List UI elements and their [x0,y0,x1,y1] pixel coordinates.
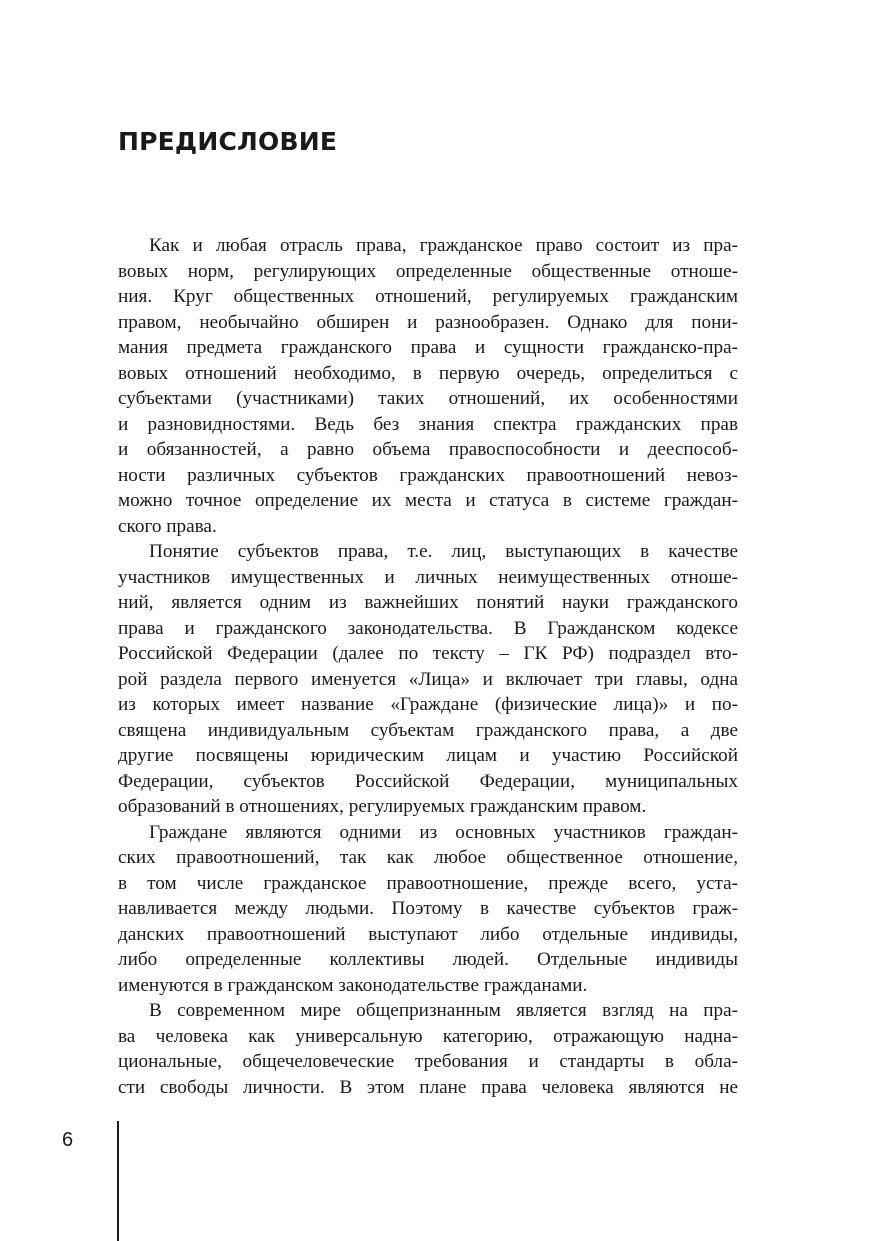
text-line: Федерации, субъектов Российской Федерации, муниципальных [118,770,738,792]
text-line: именуются в гражданском законодательстве гражданами. [118,974,588,996]
text-line: данских правоотношений выступают либо отдельные индивиды, [118,923,738,945]
text-line: другие посвящены юридическим лицам и участию Российской [118,745,738,766]
text-line: субъектами (участниками) таких отношений, их особенностями [118,388,738,409]
text-line: Граждане являются одними из основных участников граждан- [149,821,738,843]
text-line: участников имущественных и личных неимущественных отноше- [118,566,738,588]
text-line: либо определенные коллективы людей. Отдельные индивиды [118,949,738,970]
page-number: 6 [62,1129,74,1151]
text-line: правом, необычайно обширен и разнообразен. Однако для пони- [118,311,738,333]
text-line: ности различных субъектов гражданских правоотношений невоз- [118,464,738,486]
text-line: вовых отношений необходимо, в первую очередь, определиться с [118,362,738,384]
text-line: Понятие субъектов права, т.е. лиц, выступающих в качестве [149,541,738,562]
text-line: рой раздела первого именуется «Лица» и включает три главы, одна [118,668,738,690]
text-line: ва человека как универсальную категорию, отражающую надна- [118,1025,738,1047]
text-line: мания предмета гражданского права и сущности гражданско-пра- [118,337,738,358]
text-line: и обязанностей, а равно объема правоспособности и дееспособ- [118,439,738,460]
text-line: навливается между людьми. Поэтому в качестве субъектов граж- [118,898,738,919]
text-line: ний, является одним из важнейших понятий науки гражданского [118,592,738,613]
text-line: ского права. [118,515,217,537]
text-line: права и гражданского законодательства. В Гражданском кодексе [118,617,738,639]
page-title: ПРЕДИСЛОВИЕ [118,127,338,156]
text-line: из которых имеет название «Граждане (физические лица)» и по- [118,694,738,715]
text-line: В современном мире общепризнанным является взгляд на пра- [149,1000,738,1021]
text-line: и разновидностями. Ведь без знания спектра гражданских прав [118,413,738,435]
text-line: циональные, общечеловеческие требования и стандарты в обла- [118,1051,738,1072]
text-line: священа индивидуальным субъектам гражданского права, а две [118,719,738,741]
text-line: ских правоотношений, так как любое общественное отношение, [118,847,738,868]
text-line: Как и любая отрасль права, гражданское право состоит из пра- [149,235,738,256]
text-line: в том числе гражданское правоотношение, прежде всего, уста- [118,872,738,894]
text-line: ния. Круг общественных отношений, регулируемых гражданским [118,286,738,307]
margin-rule [117,1121,119,1241]
body-text [118,233,738,1100]
text-line: вовых норм, регулирующих определенные общественные отноше- [118,260,738,282]
text-line: можно точное определение их места и статуса в системе граждан- [118,490,738,511]
text-line: Российской Федерации (далее по тексту – ГК РФ) подраздел вто- [118,643,738,664]
text-line: сти свободы личности. В этом плане права человека являются не [118,1076,738,1098]
text-line: образований в отношениях, регулируемых гражданским правом. [118,796,647,817]
